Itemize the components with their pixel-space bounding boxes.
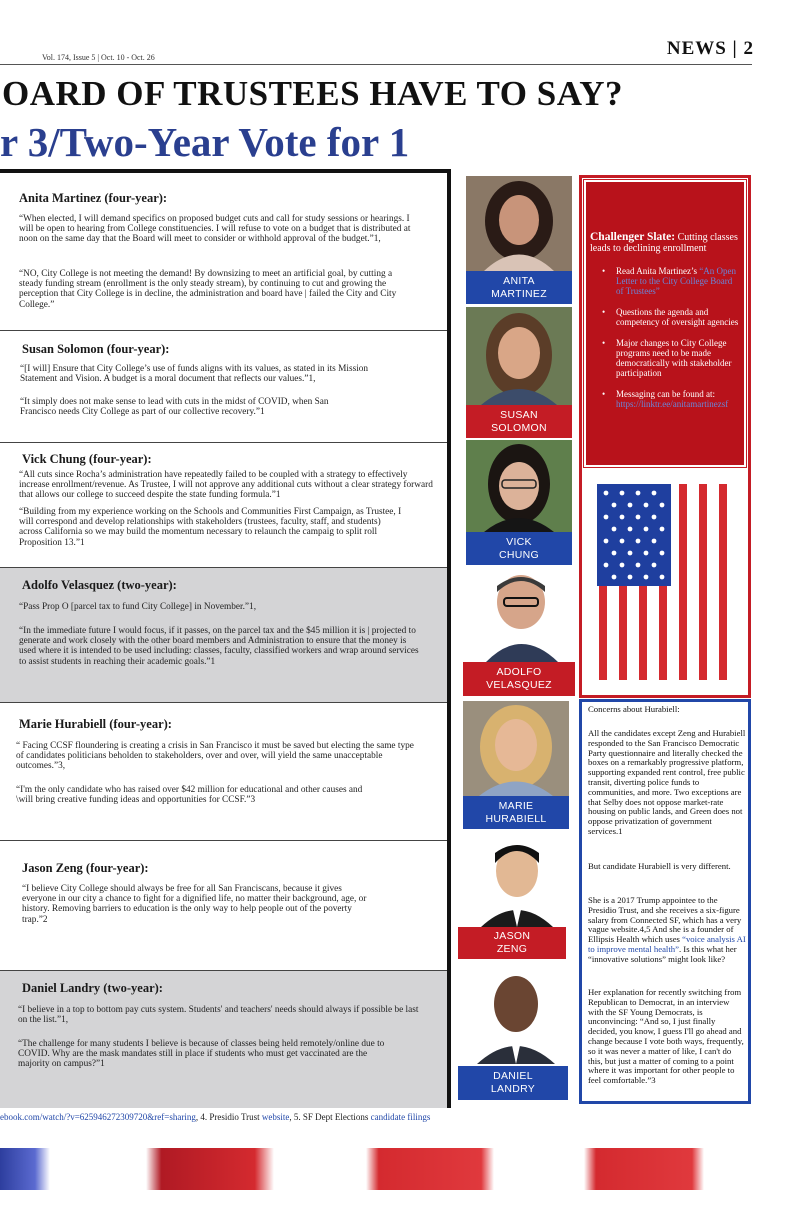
concerns-panel — [579, 699, 751, 1104]
candidate-quote: “It simply does not make sense to lead with cuts in the midst of COVID, when San Francisco needs City College as part of our collective recovery.”1 — [20, 397, 329, 418]
photo-martinez — [466, 176, 572, 271]
brush-stroke-red — [584, 1146, 704, 1192]
slate-bullet: • Messaging can be found at: https://linktr.ee/anitamartinezsf — [602, 389, 740, 409]
photo-hurabiell — [463, 701, 569, 796]
photo-solomon — [466, 307, 572, 405]
candidate-quote: “Pass Prop O [parcel tax to fund City College] in November.”1, — [19, 602, 257, 612]
candidate-quote: “The challenge for many students I believe is because of classes being held remotely/online due to COVID. Why are the mask mandates still in place if students who must get vaccinated are the majority on campus?”1 — [18, 1039, 385, 1070]
candidate-block-martinez — [0, 173, 447, 331]
candidate-name: Marie Hurabiell (four-year): — [19, 717, 172, 731]
name-tag-chung: VICK CHUNG — [466, 532, 572, 565]
candidate-quote: “In the immediate future I would focus, if it passes, on the parcel tax and the $45 million it is | projected to generate and work closely with the other board members and Administration to ensure that the money is used where it is intended to be used including: classes, faculty, classified workers and wrap around services to assist students in reaching their academic goals.”1 — [19, 626, 419, 667]
candidates-box — [0, 169, 451, 1108]
header-rule — [0, 64, 752, 65]
candidate-name: Jason Zeng (four-year): — [22, 861, 149, 875]
issue-info: Vol. 174, Issue 5 | Oct. 10 - Oct. 26 — [42, 53, 155, 62]
candidate-block-hurabiell — [0, 703, 447, 841]
candidate-quote: “ Facing CCSF floundering is creating a crisis in San Francisco it must be saved but electing the same type of candidates politicians beholden to stakeholders, over and over, will yield the same unacceptable outcomes.”3, — [16, 741, 414, 772]
candidate-name: Susan Solomon (four-year): — [22, 342, 170, 356]
candidate-block-solomon — [0, 331, 447, 443]
slate-bullet: • Read Anita Martinez’s “An Open Letter to the City College Board of Trustees” — [602, 266, 740, 296]
concerns-paragraph: Her explanation for recently switching from Republican to Democrat, in an interview with the SF Young Democrats, is unconvincing: “And so, I just finally decided, you know, I guess I'll go ahead and change because I vote both ways, frequently, so it was never a matter of like, I can't do this, but just a matter of coming to a point where it was important for other people to feel comfortable.”3 — [588, 987, 744, 1086]
presidio-website-link[interactable]: website — [261, 1112, 290, 1122]
candidate-quote: “When elected, I will demand specifics on proposed budget cuts and call for study sessions or hearings. I will be open to hearing from College constituencies. I will refuse to vote on a budget that is distributed at noon on the same day that the Board will meet to consider or withhold approval of the budget.”1, — [19, 214, 411, 245]
photo-velasquez — [466, 570, 572, 662]
candidate-quote: “Building from my experience working on the Schools and Communities First Campaign, as Trustee, I will correspond and develop relationships with stakeholders (trustees, faculty, staff, and students) across California so we may build the momentum necessary to relaunch the campaig to split roll Proposition 13.”1 — [19, 507, 402, 548]
headline: OARD OF TRUSTEES HAVE TO SAY? — [2, 74, 624, 113]
slate-bullet: • Major changes to City College programs need to be made democratically with stakeholder participation — [602, 338, 740, 378]
concerns-paragraph: All the candidates except Zeng and Hurabiell responded to the San Francisco Democratic Party questionnaire and literally checked the boxes on a remarkably progressive platform, supporting expanded rent control, free public transit, diverting police funds to communities, and more. Two exceptions are that Selby does not oppose market-rate housing on public lands, and Green does not oppose privatization of government services.1 — [588, 728, 746, 836]
candidate-name: Vick Chung (four-year): — [22, 452, 152, 466]
brush-stroke-red — [366, 1146, 494, 1192]
concerns-paragraph: But candidate Hurabiell is very different. — [588, 861, 731, 871]
open-letter-link[interactable]: “An Open Letter to the City College Board of Trustees” — [616, 266, 736, 296]
candidate-name: Anita Martinez (four-year): — [19, 191, 168, 205]
brush-stroke-blue — [0, 1146, 50, 1192]
slate-bullet: • Questions the agenda and competency of oversight agencies — [602, 307, 740, 327]
candidate-block-zeng — [0, 841, 447, 971]
candidate-quote: “I'm the only candidate who has raised over $42 million for educational and other causes and \will bring creative funding ideas and opportunities for CCSF.”3 — [16, 785, 363, 806]
photo-chung — [466, 440, 572, 532]
candidate-quote: “NO, City College is not meeting the demand! By downsizing to meet an artificial goal, by cutting a steady funding stream (enrollment is the only steady stream), by continuing to cut and growing the perception that City College is in decline, the administration and board have | failed the City and City College.” — [19, 269, 397, 310]
facebook-link[interactable]: ebook.com/watch/?v=625946272309720&ref=sharing — [0, 1112, 196, 1122]
candidate-quote: “I believe City College should always be free for all San Franciscans, because it gives everyone in our city a chance to fight for a dignified life, no matter their background, age, or history. Removing barriers to education is the only way to help people out of the poverty trap.”2 — [22, 884, 367, 925]
name-tag-velasquez: ADOLFO VELASQUEZ — [463, 662, 575, 696]
brush-stroke-red — [146, 1146, 274, 1192]
candidate-name: Daniel Landry (two-year): — [22, 981, 163, 995]
candidate-block-landry — [0, 971, 447, 1108]
candidate-quote: “I believe in a top to bottom pay cuts system. Students' and teachers' needs should always if possible be last on the list.”1, — [18, 1005, 419, 1026]
slate-list — [602, 266, 740, 420]
concerns-paragraph: She is a 2017 Trump appointee to the Presidio Trust, and she receives a six-figure salary from Connected SF, which has a very vague website.4,5 And she is a founder of Ellipsis Health which uses “voice analysis AI to improve mental health”. Is this what her “innovative solutions” might look like? — [588, 895, 746, 964]
sources-footer: ebook.com/watch/?v=625946272309720&ref=sharing, 4. Presidio Trust website, 5. SF Dept Elections candidate filings — [0, 1112, 431, 1122]
candidate-block-velasquez — [0, 568, 447, 703]
linktree-link[interactable]: https://linktr.ee/anitamartinezsf — [616, 399, 729, 409]
candidate-quote: “[I will] Ensure that City College’s use of funds aligns with its values, as stated in its Mission Statement and Vision. A budget is a moral document that reflects our values.”1, — [20, 364, 369, 385]
name-tag-hurabiell: MARIE HURABIELL — [463, 796, 569, 829]
photo-zeng — [475, 835, 559, 927]
section-label: NEWS | 2 — [666, 38, 754, 59]
candidate-name: Adolfo Velasquez (two-year): — [22, 578, 177, 592]
slate-title: Challenger Slate: Cutting classes leads to declining enrollment — [590, 231, 738, 254]
concerns-heading: Concerns about Hurabiell: — [588, 704, 680, 714]
subheadline: r 3/Two-Year Vote for 1 — [0, 119, 410, 165]
candidate-filings-link[interactable]: candidate filings — [370, 1112, 431, 1122]
photo-landry — [473, 966, 559, 1064]
candidate-quote: “All cuts since Rocha’s administration have repeatedly failed to be coupled with a strategy to effectively increase enrollment/revenue. As Trustee, I will not approve any additional cuts without a clear strategy forward that allows our college to succeed despite the state funding formula.”1 — [19, 470, 433, 501]
american-flag-image — [597, 484, 733, 680]
name-tag-martinez: ANITA MARTINEZ — [466, 271, 572, 304]
name-tag-solomon: SUSAN SOLOMON — [466, 405, 572, 438]
voice-analysis-link[interactable]: “voice analysis AI to improve mental health” — [588, 934, 746, 954]
candidate-block-chung — [0, 443, 447, 568]
name-tag-zeng: JASON ZENG — [458, 927, 566, 959]
name-tag-landry: DANIEL LANDRY — [458, 1066, 568, 1100]
